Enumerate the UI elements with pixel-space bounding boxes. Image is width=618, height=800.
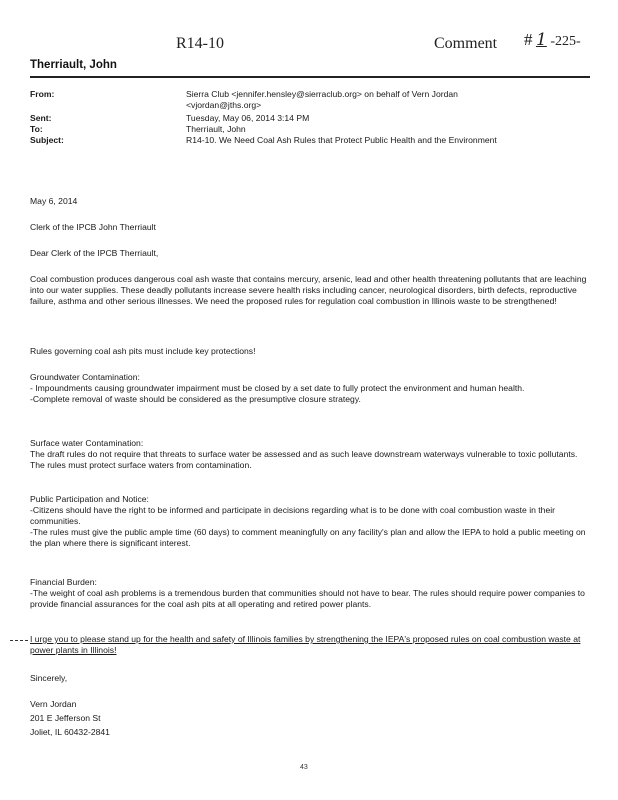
groundwater-section (30, 372, 590, 405)
from-value-line1: Sierra Club <jennifer.hensley@sierraclub.org> on behalf of Vern Jordan (186, 89, 458, 99)
surface-water-section (30, 438, 590, 471)
comment-label-stamp: Comment (434, 35, 498, 52)
comment-number-stamp (524, 30, 581, 50)
subject-label: Subject: (30, 135, 64, 145)
signer-street: 201 E Jefferson St (30, 713, 101, 723)
sent-label: Sent: (30, 113, 52, 123)
public-participation-item-comment-period: -The rules must give the public ample time (60 days) to comment meaningfully on any facility's plan and allow the IEPA to hold a public meeting on the plan where there is significant interest. (30, 527, 586, 548)
signer-name: Vern Jordan (30, 699, 77, 709)
public-participation-section (30, 494, 590, 549)
comment-number-suffix: -225- (550, 34, 581, 49)
from-value-line2: <vjordan@jths.org> (186, 100, 262, 110)
letter-date: May 6, 2014 (30, 196, 78, 206)
signer-city: Joliet, IL 60432-2841 (30, 727, 110, 737)
docket-number-stamp: R14-10 (176, 35, 224, 52)
surface-water-title: Surface water Contamination: (30, 438, 144, 448)
surface-water-item: The draft rules do not require that threats to surface water be assessed and as such leave downstream waterways vulnerable to toxic pollutants. The rules must protect surface waters from contamination. (30, 449, 578, 470)
rules-intro: Rules governing coal ash pits must include key protections! (30, 346, 256, 356)
mailbox-owner-name: Therriault, John (30, 59, 117, 71)
groundwater-title: Groundwater Contamination: (30, 372, 140, 382)
intro-paragraph (30, 274, 590, 307)
from-label: From: (30, 89, 55, 99)
financial-burden-section (30, 577, 590, 610)
closing-request-text: I urge you to please stand up for the health and safety of Illinois families by strengthening the IEPA's proposed rules on coal combustion waste at power plants in Illinois! (30, 634, 581, 655)
financial-burden-title: Financial Burden: (30, 577, 97, 587)
intro-text: Coal combustion produces dangerous coal ash waste that contains mercury, arsenic, lead and other health threatening pollutants that are leaching into our water supplies. These deadly pollutants increase severe health risks including cancer, neurological disorders, birth defects, reproductive failure, asthma and other serious illnesses. We need the proposed rules for regulation coal combustion in Illinois waste to be strengthened! (30, 274, 587, 306)
groundwater-item-removal: -Complete removal of waste should be considered as the presumptive closure strategy. (30, 394, 361, 404)
letter-salutation: Dear Clerk of the IPCB Therriault, (30, 248, 159, 258)
margin-dash-mark (10, 640, 28, 641)
financial-burden-item: -The weight of coal ash problems is a tremendous burden that communities should not have to bear. The rules should require power companies to provide financial assurances for the coal ash pits at all operating and retired power plants. (30, 588, 585, 609)
handwritten-comment-number: 1 (536, 30, 547, 50)
closing-request (30, 634, 590, 656)
sent-value: Tuesday, May 06, 2014 3:14 PM (186, 113, 310, 123)
signoff: Sincerely, (30, 673, 68, 683)
to-label: To: (30, 124, 43, 134)
public-participation-title: Public Participation and Notice: (30, 494, 149, 504)
public-participation-item-citizens: -Citizens should have the right to be informed and participate in decisions regarding what is to be done with coal combustion waste in their communities. (30, 505, 555, 526)
from-value (186, 89, 586, 111)
subject-value: R14-10. We Need Coal Ash Rules that Protect Public Health and the Environment (186, 135, 497, 145)
letter-recipient: Clerk of the IPCB John Therriault (30, 222, 156, 232)
hash-symbol: # (524, 30, 533, 49)
groundwater-item-impoundments: - Impoundments causing groundwater impairment must be closed by a set date to fully protect the environment and human health. (30, 383, 525, 393)
page-number: 43 (300, 764, 308, 771)
header-divider (30, 76, 590, 78)
to-value: Therriault, John (186, 124, 246, 134)
